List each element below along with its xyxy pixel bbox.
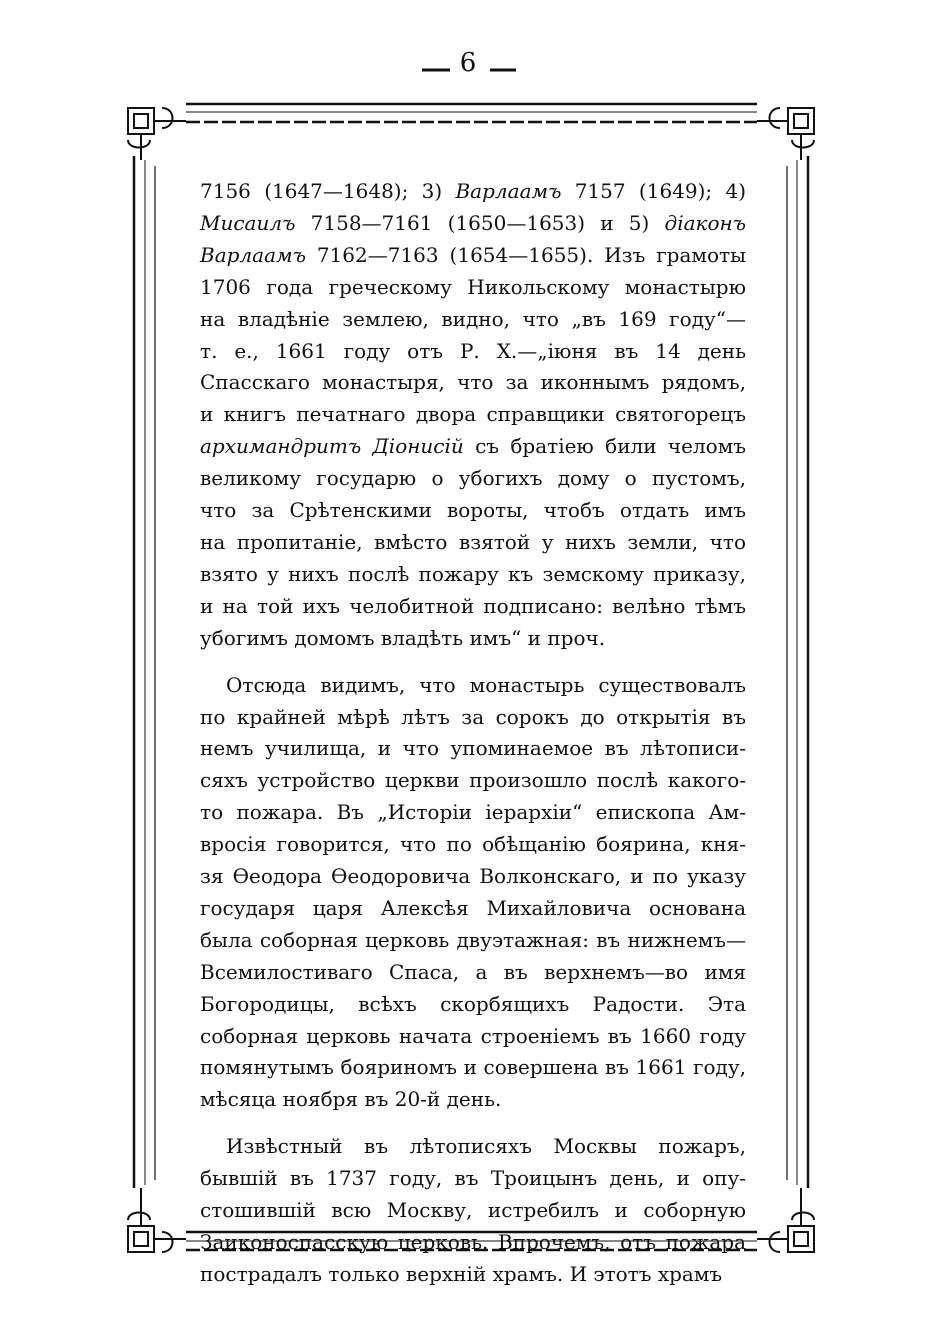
text-run: на пропитанiе, вмѣсто взятой у нихъ земли, что: [200, 529, 746, 554]
text-run: взято у нихъ послѣ пожару къ земскому приказу,: [200, 561, 746, 586]
italic-name: Варлаамъ: [200, 242, 306, 267]
text-line: [200, 829, 746, 861]
text-run: т. е., 1661 году отъ Р. Х.—„iюня въ 14 день: [200, 338, 746, 363]
text-run: по крайней мѣрѣ лѣтъ за сорокъ до открытiя въ: [200, 704, 746, 729]
text-line: [200, 240, 746, 272]
text-run: 7157 (1649); 4): [561, 179, 746, 203]
text-line: [200, 304, 746, 336]
text-run: великому государю о убогихъ дому о пустомъ,: [200, 466, 746, 491]
text-line: [200, 1227, 746, 1259]
text-line: [200, 925, 746, 957]
text-run: что за Срѣтенскими вороты, чтобъ отдать имъ: [200, 498, 746, 523]
paragraph-2: [200, 670, 746, 1117]
paragraph-3: [200, 1131, 746, 1291]
text-line: [200, 527, 746, 559]
text-run: государя царя Алексѣя Михайловича основана: [200, 895, 746, 920]
text-line: [200, 670, 746, 702]
italic-name: архимандритъ Дiонисiй: [200, 434, 464, 459]
text-line: [200, 176, 746, 208]
text-run: и на той ихъ челобитной подписано: велѣно тѣмъ: [200, 593, 746, 618]
text-line: [200, 495, 746, 527]
text-run: 7158—7161 (1650—1653) и 5): [295, 210, 665, 235]
text-run: зя Ѳеодора Ѳеодоровича Волконскаго, и по указу: [200, 864, 746, 889]
text-run: на владѣнiе землею, видно, что „въ 169 году“—: [200, 306, 746, 331]
text-run: Заиконоспасскую церковь. Впрочемъ, отъ пожара: [200, 1230, 746, 1254]
text-line: [200, 797, 746, 829]
body-text: [200, 176, 746, 1291]
text-line: [200, 1195, 746, 1227]
text-line: [200, 989, 746, 1021]
text-run: Отсюда видимъ, что монастырь существовалъ: [226, 672, 746, 697]
text-run: помянутымъ бояриномъ и совершена въ 1661 году,: [200, 1055, 746, 1080]
text-run: и книгъ печатнаго двора справщики святогорецъ: [200, 402, 746, 427]
page-number: 6: [459, 48, 477, 78]
text-line: [200, 431, 746, 463]
text-line: [200, 399, 746, 431]
text-run: Спасскаго монастыря, что за иконнымъ рядомъ,: [200, 370, 746, 395]
text-line: [200, 733, 746, 765]
text-run: сяхъ устройство церкви произошло послѣ какого-: [200, 768, 746, 793]
italic-name: Мисаилъ: [200, 210, 296, 235]
text-line: [200, 1163, 746, 1195]
text-line: [200, 702, 746, 734]
text-line: [200, 336, 746, 368]
text-line: [200, 1021, 746, 1053]
text-run: вросiя говорится, что по обѣщанiю боярина, кня-: [200, 832, 746, 857]
text-line: [200, 591, 746, 623]
text-line: [200, 559, 746, 591]
text-run: соборная церковь начата строенiемъ въ 1660 году: [200, 1023, 746, 1048]
text-line: [200, 623, 746, 655]
text-run: 7156 (1647—1648); 3): [200, 179, 456, 203]
text-line: [200, 367, 746, 399]
text-line: [200, 1131, 746, 1163]
text-line: [200, 1052, 746, 1084]
text-line: [200, 1084, 746, 1116]
italic-name: дiаконъ: [664, 210, 746, 235]
text-line: [200, 208, 746, 240]
text-line: [200, 463, 746, 495]
text-line: [200, 957, 746, 989]
italic-name: Варлаамъ: [455, 179, 562, 203]
text-line: [200, 861, 746, 893]
text-run: бывшiй въ 1737 году, въ Троицынъ день, и опу-: [200, 1166, 746, 1191]
text-run: немъ училища, и что упоминаемое въ лѣтописи-: [200, 736, 746, 761]
text-line: [200, 272, 746, 304]
text-line: [200, 893, 746, 925]
text-line: [200, 765, 746, 797]
text-run: 7162—7163 (1654—1655). Изъ грамоты: [305, 242, 746, 267]
text-run: Извѣстный въ лѣтописяхъ Москвы пожаръ,: [226, 1134, 746, 1159]
text-run: Всемилостиваго Спаса, а въ верхнемъ—во имя: [200, 959, 746, 984]
text-run: была соборная церковь двуэтажная: въ нижнемъ—: [200, 927, 746, 952]
text-line: [200, 1259, 746, 1291]
paragraph-1: [200, 176, 746, 655]
text-run: Богородицы, всѣхъ скорбящихъ Радости. Эта: [200, 991, 746, 1016]
text-run: мѣсяца ноября въ 20-й день.: [200, 1087, 502, 1112]
text-run: убогимъ домомъ владѣть имъ“ и проч.: [200, 625, 606, 650]
text-run: то пожара. Въ „Исторiи iерархiи“ епископа Ам-: [200, 800, 746, 825]
text-run: стошившiй всю Москву, истребилъ и соборную: [200, 1198, 746, 1223]
text-run: 1706 года греческому Никольскому монастырю: [200, 274, 746, 299]
text-run: пострадалъ только верхнiй храмъ. И этотъ храмъ: [200, 1261, 723, 1286]
text-run: съ братiею били челомъ: [463, 434, 746, 459]
